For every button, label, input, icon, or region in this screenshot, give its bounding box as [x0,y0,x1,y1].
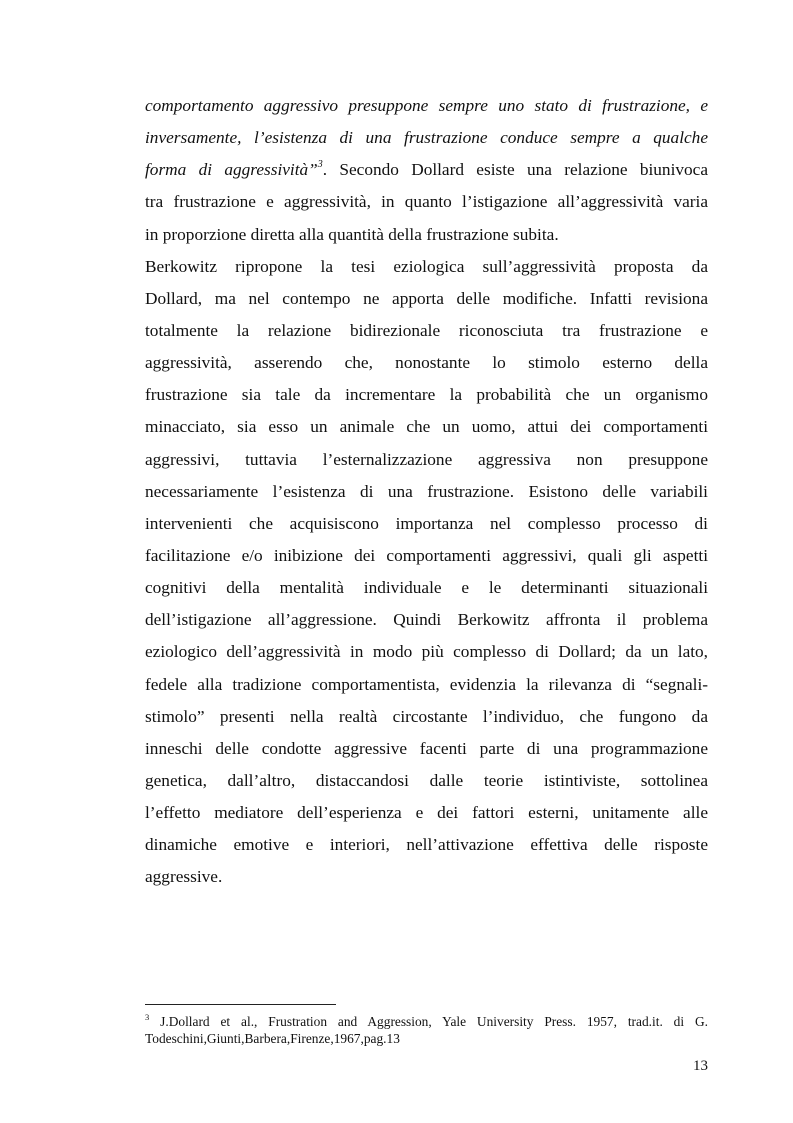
text-line: aggressive. [145,867,223,887]
quote-end: forma di aggressività” [145,160,318,180]
text-line-rest: . Secondo Dollard esiste una relazione biunivoca [322,160,708,180]
text-line: cognitivi della mentalità individuale e le determinanti situazionali [145,578,708,598]
text-line: stimolo” presenti nella realtà circostante l’individuo, che fungono da [145,706,708,726]
text-line: dell’istigazione all’aggressione. Quindi Berkowitz affronta il problema [145,610,708,630]
footnote-divider [145,1004,336,1005]
text-line: minacciato, sia esso un animale che un uomo, attui dei comportamenti [145,417,708,437]
page-number: 13 [693,1058,708,1074]
text-line: tra frustrazione e aggressività, in quanto l’istigazione all’aggressività varia [145,192,708,212]
text-line: inversamente, l’esistenza di una frustrazione conduce sempre a qualche [145,128,708,148]
footnote-number: 3 [145,1012,150,1022]
text-line: fedele alla tradizione comportamentista, evidenzia la rilevanza di “segnali- [145,674,708,694]
footnote-reference[interactable]: 3 [317,159,323,171]
text-line: eziologico dell’aggressività in modo più complesso di Dollard; da un lato, [145,642,708,662]
text-line: in proporzione diretta alla quantità della frustrazione subita. [145,224,559,244]
text-line: aggressivi, tuttavia l’esternalizzazione aggressiva non presuppone [145,449,708,469]
text-line: comportamento aggressivo presuppone sempre uno stato di frustrazione, e [145,96,708,115]
paragraph-2 [145,251,708,894]
footnote-text: J.Dollard et al., Frustration and Aggression, Yale University Press. 1957, trad.it. di G. [160,1014,708,1029]
text-line: intervenienti che acquisiscono importanza nel complesso processo di [145,513,708,533]
body-text [145,90,708,894]
text-line: Dollard, ma nel contempo ne apporta delle modifiche. Infatti revisiona [145,288,708,308]
text-line: necessariamente l’esistenza di una frustrazione. Esistono delle variabili [145,481,708,501]
text-line: inneschi delle condotte aggressive facenti parte di una programmazione [145,738,708,758]
paragraph-1 [145,90,708,251]
footnote-line [145,1013,708,1030]
text-line: aggressività, asserendo che, nonostante lo stimolo esterno della [145,353,708,373]
footnote-line: Todeschini,Giunti,Barbera,Firenze,1967,pag.13 [145,1031,400,1046]
text-line: facilitazione e/o inibizione dei comportamenti aggressivi, quali gli aspetti [145,545,708,565]
text-line [145,154,708,186]
footnote [145,1013,708,1047]
text-line: frustrazione sia tale da incrementare la probabilità che un organismo [145,385,708,405]
text-line: dinamiche emotive e interiori, nell’attivazione effettiva delle risposte [145,835,708,855]
text-line: Berkowitz ripropone la tesi eziologica sull’aggressività proposta da [145,256,708,276]
text-line: totalmente la relazione bidirezionale riconosciuta tra frustrazione e [145,320,708,340]
text-line: l’effetto mediatore dell’esperienza e dei fattori esterni, unitamente alle [145,803,708,823]
text-line: genetica, dall’altro, distaccandosi dalle teorie istintiviste, sottolinea [145,770,708,790]
